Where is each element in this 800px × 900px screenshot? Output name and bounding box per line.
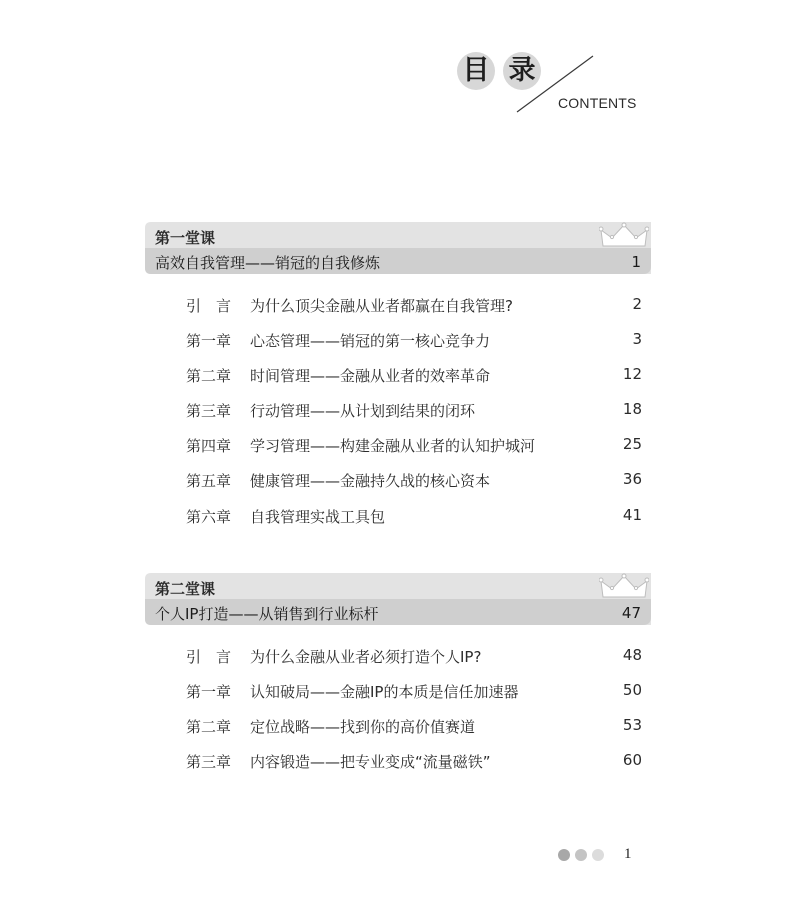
chapter-label: 第一章 <box>186 683 232 701</box>
chapter-label: 第三章 <box>186 402 232 420</box>
chapter-label: 第二章 <box>186 367 232 385</box>
toc-entry[interactable] <box>186 435 642 459</box>
chapter-page: 60 <box>622 751 642 769</box>
chapter-title: 健康管理——金融持久战的核心资本 <box>250 472 491 490</box>
footer-dot <box>575 849 587 861</box>
chapter-label: 引 言 <box>186 297 232 315</box>
chapter-title: 学习管理——构建金融从业者的认知护城河 <box>250 437 536 455</box>
chapter-label: 第五章 <box>186 472 232 490</box>
crown-icon <box>599 222 649 250</box>
chapter-title: 时间管理——金融从业者的效率革命 <box>250 367 491 385</box>
chapter-page: 41 <box>622 506 642 524</box>
chapter-title: 心态管理——销冠的第一核心竞争力 <box>250 332 491 350</box>
chapter-page: 50 <box>622 681 642 699</box>
toc-entry[interactable] <box>186 330 642 354</box>
course-header-1[interactable] <box>145 222 651 274</box>
chapter-title: 定位战略——找到你的高价值赛道 <box>250 718 476 736</box>
page-number: 1 <box>624 846 632 862</box>
chapter-label: 第二章 <box>186 718 232 736</box>
footer-dot <box>592 849 604 861</box>
chapter-page: 36 <box>622 470 642 488</box>
toc-entry[interactable] <box>186 470 642 494</box>
chapter-label: 引 言 <box>186 648 232 666</box>
chapter-page: 53 <box>622 716 642 734</box>
title-char-2: 录 <box>503 52 541 90</box>
chapter-page: 48 <box>622 646 642 664</box>
chapter-title: 认知破局——金融IP的本质是信任加速器 <box>250 683 519 701</box>
chapter-title: 自我管理实战工具包 <box>250 508 386 526</box>
chapter-page: 12 <box>622 365 642 383</box>
chapter-title: 内容锻造——把专业变成“流量磁铁” <box>250 753 491 771</box>
course-header-2[interactable] <box>145 573 651 625</box>
toc-entry[interactable] <box>186 681 642 705</box>
course-label: 第二堂课 <box>155 580 216 598</box>
chapter-label: 第六章 <box>186 508 232 526</box>
chapter-label: 第三章 <box>186 753 232 771</box>
chapter-label: 第一章 <box>186 332 232 350</box>
chapter-title: 为什么金融从业者必须打造个人IP? <box>250 648 482 666</box>
title-char-1: 目 <box>457 52 495 90</box>
course-label: 第一堂课 <box>155 229 216 247</box>
toc-entry[interactable] <box>186 365 642 389</box>
chapter-page: 25 <box>622 435 642 453</box>
chapter-page: 18 <box>622 400 642 418</box>
chapter-title: 行动管理——从计划到结果的闭环 <box>250 402 476 420</box>
footer-dot <box>558 849 570 861</box>
toc-entry[interactable] <box>186 506 642 530</box>
footer-dots <box>558 849 608 863</box>
course-title: 个人IP打造——从销售到行业标杆 <box>155 605 379 623</box>
toc-entry[interactable] <box>186 400 642 424</box>
toc-entry[interactable] <box>186 295 642 319</box>
toc-title <box>455 50 655 120</box>
chapter-page: 3 <box>632 330 642 348</box>
chapter-label: 第四章 <box>186 437 232 455</box>
chapter-page: 2 <box>632 295 642 313</box>
toc-entry[interactable] <box>186 751 642 775</box>
chapter-title: 为什么顶尖金融从业者都赢在自我管理? <box>250 297 513 315</box>
toc-entry[interactable] <box>186 646 642 670</box>
contents-subtitle: CONTENTS <box>558 95 637 111</box>
course-title: 高效自我管理——销冠的自我修炼 <box>155 254 381 272</box>
course-page-number: 1 <box>631 253 641 271</box>
crown-icon <box>599 573 649 601</box>
toc-entry[interactable] <box>186 716 642 740</box>
course-page-number: 47 <box>621 604 641 622</box>
